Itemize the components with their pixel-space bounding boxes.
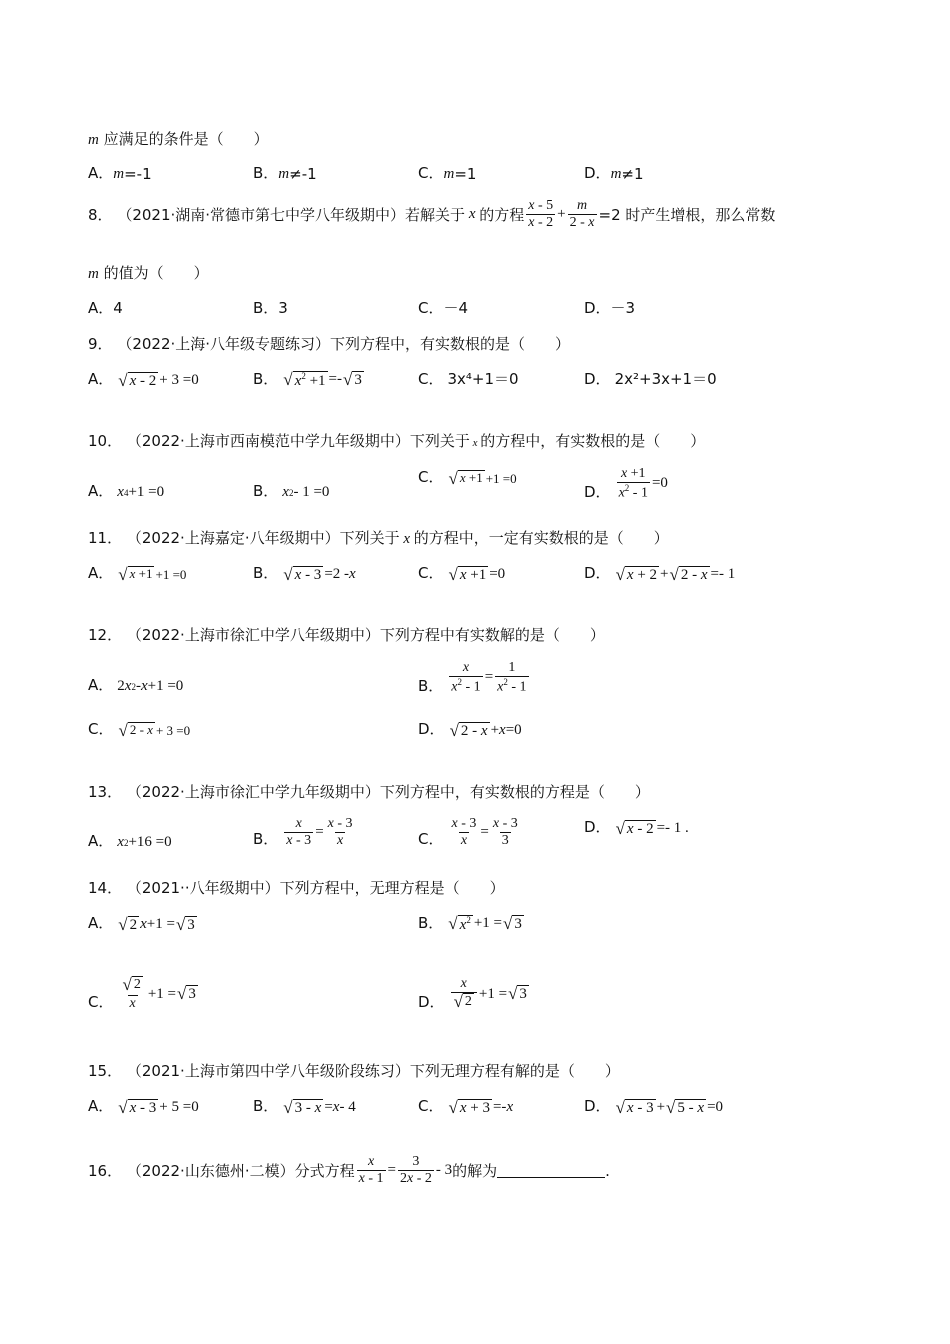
q11-option-d[interactable]: D． √ x + 2 + √ 2 - x =- 1 — [584, 564, 736, 584]
q8-stem-cont: m 的值为（ ） — [88, 264, 209, 282]
q10-option-a[interactable]: A． x 4 +1 =0 — [88, 482, 165, 500]
q12-option-b[interactable]: B． $\frac{x}{x^2 - 1}$ = $\frac{1}{x^2 - 1}$ — [418, 660, 527, 695]
q14-stem: 14． （2021··八年级期中）下列方程中，无理方程是（ ） — [88, 879, 505, 897]
q11-options — [88, 562, 910, 602]
q15-option-b[interactable]: B． √ 3 - x = x - 4 — [253, 1097, 356, 1117]
q9-option-a[interactable]: A． √ x - 2 + 3 =0 — [88, 370, 199, 390]
q14-options-row1 — [88, 912, 910, 952]
q10-option-b[interactable]: B． x 2 - 1 =0 — [253, 482, 330, 500]
q16-equation: $\frac{x}{x - 1}$ = $\frac{3}{2x - 2}$ - 3 — [358, 1154, 453, 1186]
q9-stem: 9． （2022·上海·八年级专题练习）下列方程中，有实数根的是（ ） — [88, 335, 571, 353]
q13-option-c[interactable]: C． $\frac{x - 3}{x}$ = $\frac{x - 3}{3}$ — [418, 816, 518, 848]
q13-option-a[interactable]: A． x 2 +16 =0 — [88, 832, 172, 850]
q8-stem: 8． （2021·湖南·常德市第七中学八年级期中） 若解关于 x 的方程 $\frac{x - 5}{x - 2}$ + $\frac{m}{2 - x}$ =2 时产生增根，那么常数 — [88, 198, 776, 230]
q13-options — [88, 816, 910, 856]
q15-option-d[interactable]: D． √ x - 3 + √ 5 - x =0 — [584, 1097, 724, 1117]
q12-option-c[interactable]: C． √ 2 - x + 3 =0 — [88, 720, 191, 740]
q15-option-c[interactable]: C． √ x + 3 =- x — [418, 1097, 514, 1117]
q12-options-row2 — [88, 718, 910, 758]
q9-options — [88, 368, 910, 408]
q8-options — [88, 297, 910, 337]
q16-answer-blank[interactable] — [497, 1163, 605, 1178]
q8-equation: $\frac{x - 5}{x - 2}$ + $\frac{m}{2 - x}$ — [528, 198, 595, 230]
q15-options — [88, 1095, 910, 1135]
q12-stem: 12． （2022·上海市徐汇中学八年级期中）下列方程中有实数解的是（ ） — [88, 626, 605, 644]
q13-option-b[interactable]: B． $\frac{x}{x - 3}$ = $\frac{x - 3}{x}$ — [253, 816, 353, 848]
q11-stem: 11． （2022·上海嘉定·八年级期中）下列关于 x 的方程中，一定有实数根的是（ ） — [88, 529, 669, 547]
q7-option-b[interactable]: B． m ≠-1 — [253, 164, 317, 183]
q14-option-a[interactable]: A． √ 2 x +1 = √ 3 — [88, 914, 195, 934]
q9-option-b[interactable]: B． √ $x^2 +1$ =- √ 3 — [253, 369, 362, 389]
q7-option-a[interactable]: A． m =-1 — [88, 164, 152, 183]
q9-option-d[interactable]: D． 2x²+3x+1＝0 — [584, 370, 717, 388]
q12-options-row1 — [88, 660, 910, 700]
q11-option-c[interactable]: C． √ x +1 =0 — [418, 564, 506, 584]
q11-option-b[interactable]: B． √ x - 3 =2 - x — [253, 564, 356, 584]
q12-option-d[interactable]: D． √ 2 - x + x =0 — [418, 720, 522, 740]
q13-stem: 13． （2022·上海市徐汇中学九年级期中）下列方程中，有实数根的方程是（ ） — [88, 783, 650, 801]
q10-stem: 10． （2022·上海市西南模范中学九年级期中）下列关于 x 的方程中，有实数根的是（ ） — [88, 432, 706, 450]
q10-option-d[interactable]: D． $\frac{x +1}{x^2 - 1}$ =0 — [584, 466, 668, 501]
q9-option-c[interactable]: C． 3x⁴+1＝0 — [418, 370, 519, 388]
q8-option-d[interactable]: D．－3 — [584, 299, 636, 317]
q14-options-row2 — [88, 976, 910, 1016]
q7-option-d[interactable]: D． m ≠1 — [584, 164, 644, 183]
q14-option-d[interactable]: D． x √ 2 +1 = √ 3 — [418, 976, 527, 1011]
q14-option-c[interactable]: C． √ 2 x +1 = √ 3 — [88, 975, 196, 1011]
q12-option-a[interactable]: A． 2 x 2 - x +1 =0 — [88, 676, 184, 694]
q16-stem: 16． （2022·山东德州·二模） 分式方程 $\frac{x}{x - 1}$ = $\frac{3}{2x - 2}$ - 3 的解为 . — [88, 1154, 610, 1186]
q10-option-c[interactable]: C． √ x +1 +1 =0 — [418, 468, 517, 488]
q15-option-a[interactable]: A． √ x - 3 + 5 =0 — [88, 1097, 199, 1117]
q7-option-c[interactable]: C． m =1 — [418, 164, 477, 183]
q15-stem: 15． （2021·上海市第四中学八年级阶段练习）下列无理方程有解的是（ ） — [88, 1062, 620, 1080]
q11-option-a[interactable]: A． √ x +1 +1 =0 — [88, 564, 187, 584]
q13-option-d[interactable]: D． √ x - 2 =- 1 . — [584, 818, 689, 838]
q8-option-a[interactable]: A．4 — [88, 299, 123, 317]
q7-options — [88, 162, 910, 202]
q10-options — [88, 466, 910, 506]
q8-option-b[interactable]: B．3 — [253, 299, 288, 317]
q8-option-c[interactable]: C．－4 — [418, 299, 469, 317]
q14-option-b[interactable]: B． √ $x^2$ +1 = √ 3 — [418, 913, 522, 933]
q7-stem: m 应满足的条件是（ ） — [88, 130, 269, 148]
